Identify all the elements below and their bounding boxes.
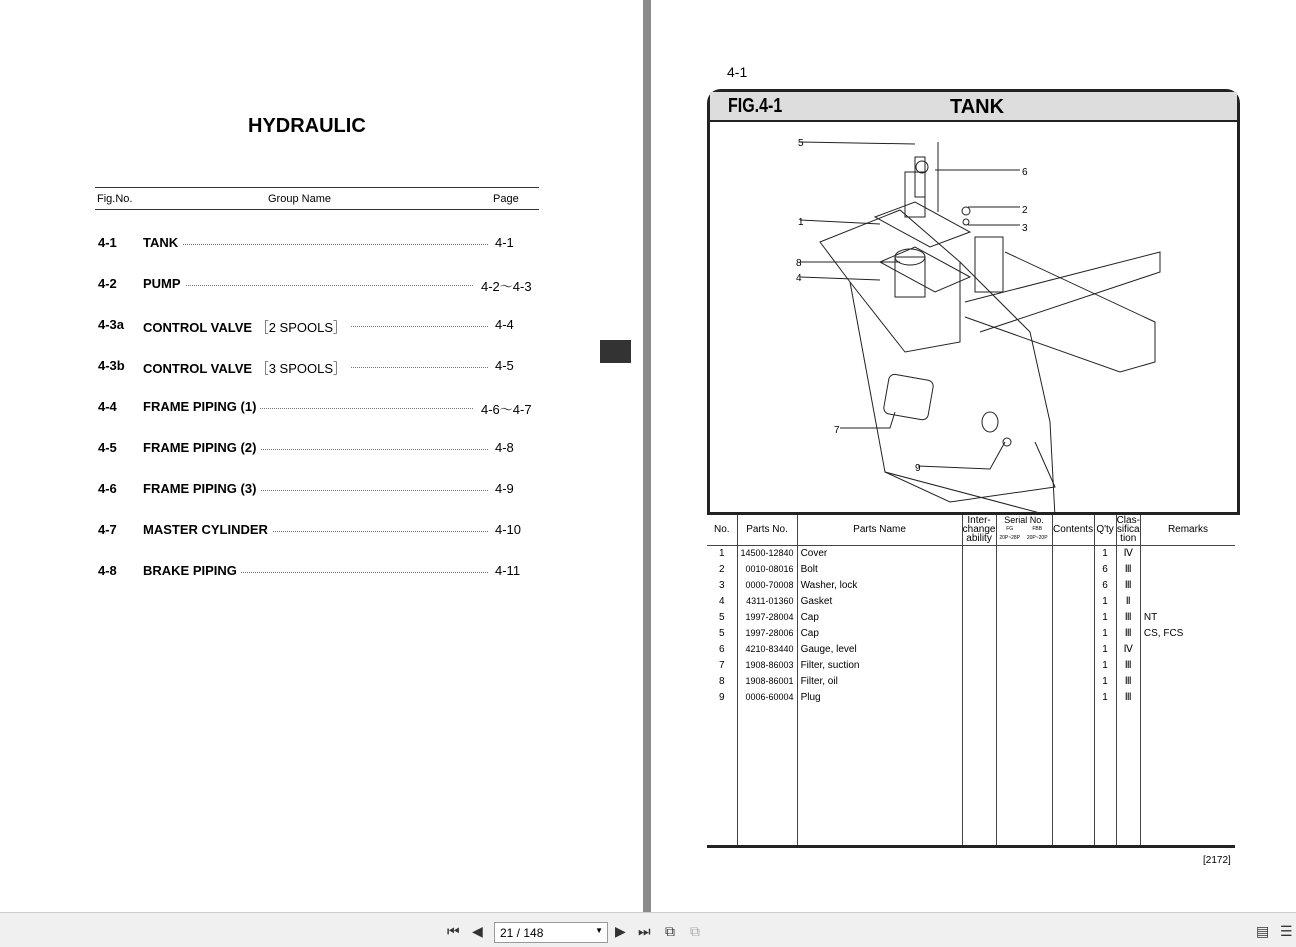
page-input-value: 21 / 148 [500, 926, 544, 940]
cell-parts-name: Plug [797, 689, 962, 705]
cell-no: 9 [718, 691, 725, 703]
col-contents: Contents [1052, 515, 1094, 545]
cell-no: 5 [718, 627, 725, 639]
left-page [0, 0, 643, 912]
forward-view-icon[interactable]: ⧉ [690, 923, 700, 939]
cell-classification: Ⅲ [1116, 625, 1140, 641]
toc-name-text: MASTER CYLINDER [143, 522, 268, 537]
cell-parts-no: 4210-83440 [737, 641, 797, 657]
toc-entry[interactable] [98, 235, 538, 251]
cell-no: 2 [718, 563, 725, 575]
toc-fig-no: 4-3b [98, 358, 125, 373]
callout-label: 7 [834, 425, 840, 436]
callout-label: 9 [915, 463, 921, 474]
toc-page: 4-2～4-3 [478, 276, 532, 295]
table-row [707, 609, 1235, 625]
toc-fig-no: 4-1 [98, 235, 117, 250]
toc-name [143, 481, 260, 496]
cell-parts-no: 1997-28006 [737, 625, 797, 641]
toc-name [143, 235, 182, 250]
toc-name-text: FRAME PIPING (2) [143, 440, 257, 455]
col-remarks: Remarks [1140, 515, 1235, 545]
toc-fig-no: 4-6 [98, 481, 117, 496]
cell-qty: 1 [1094, 625, 1116, 641]
col-serial-no [996, 515, 1052, 545]
cell-classification: Ⅱ [1116, 593, 1140, 609]
cell-parts-name: Cap [797, 609, 962, 625]
callout-label: 2 [1022, 205, 1028, 216]
cell-parts-name: Cap [797, 625, 962, 641]
toc-sub: ［2 SPOOLS］ [255, 320, 346, 335]
toc-name [143, 358, 350, 377]
toc-name-text: TANK [143, 235, 179, 250]
cell-qty: 1 [1094, 593, 1116, 609]
cell-parts-name: Washer, lock [797, 577, 962, 593]
cell-no: 4 [718, 595, 725, 607]
cell-no: 1 [718, 547, 725, 559]
cell-parts-no: 1908-86003 [737, 657, 797, 673]
toc-name-text: PUMP [143, 276, 181, 291]
cell-remarks [1140, 673, 1235, 689]
cell-parts-no: 0000-70008 [737, 577, 797, 593]
toc-sub: ［3 SPOOLS］ [255, 361, 346, 376]
table-row [707, 641, 1235, 657]
callout-label: 3 [1022, 223, 1028, 234]
cell-parts-no: 4311-01360 [737, 593, 797, 609]
cell-parts-name: Cover [797, 545, 962, 561]
col-classification: Clas-sifica tion [1116, 515, 1140, 545]
toc-page: 4-8 [492, 440, 514, 455]
document-code: [2172] [1203, 855, 1231, 866]
serial-label: Serial No. [1004, 515, 1044, 526]
cell-classification: Ⅲ [1116, 673, 1140, 689]
toc-name-text: BRAKE PIPING [143, 563, 237, 578]
cell-remarks [1140, 545, 1235, 561]
toc-page: 4-1 [492, 235, 514, 250]
group-name-header: Group Name [268, 193, 331, 205]
toc-name [143, 276, 185, 291]
tank-diagram [710, 122, 1237, 512]
table-row [707, 545, 1235, 561]
viewer-toolbar [0, 912, 1296, 947]
toc-name-text: FRAME PIPING (1) [143, 399, 257, 414]
cell-parts-no: 0006-60004 [737, 689, 797, 705]
toc-header [95, 187, 539, 210]
toc-name-text: CONTROL VALVE [143, 320, 253, 335]
table-row [707, 625, 1235, 641]
toc-name [143, 440, 260, 455]
table-row [707, 689, 1235, 705]
leader-dots [143, 244, 488, 245]
cell-classification: Ⅲ [1116, 657, 1140, 673]
cell-parts-name: Gasket [797, 593, 962, 609]
toc-fig-no: 4-5 [98, 440, 117, 455]
toc-name [143, 522, 272, 537]
col-parts-name: Parts Name [797, 515, 962, 545]
cell-remarks [1140, 689, 1235, 705]
continuous-view-icon[interactable]: ☰ [1280, 923, 1293, 939]
table-bottom-rule [707, 845, 1235, 848]
col-no: No. [707, 515, 737, 545]
toc-page: 4-9 [492, 481, 514, 496]
cell-no: 8 [718, 675, 725, 687]
first-page-button[interactable]: ⏮ [447, 923, 460, 939]
toc-entry[interactable] [98, 317, 538, 333]
toc-entry[interactable] [98, 358, 538, 374]
toc-name-text: CONTROL VALVE [143, 361, 253, 376]
cell-qty: 1 [1094, 689, 1116, 705]
cell-parts-name: Filter, oil [797, 673, 962, 689]
callout-label: 8 [796, 258, 802, 269]
toc-page: 4-5 [492, 358, 514, 373]
toc-name [143, 563, 241, 578]
cell-parts-name: Gauge, level [797, 641, 962, 657]
figure-number: FIG.4-1 [728, 95, 783, 117]
parts-table [707, 515, 1235, 845]
table-row [707, 673, 1235, 689]
table-row [707, 657, 1235, 673]
callout-label: 6 [1022, 167, 1028, 178]
toc-entry[interactable] [98, 399, 538, 415]
next-page-button[interactable]: ▶ [615, 923, 626, 939]
cell-remarks [1140, 577, 1235, 593]
toc-fig-no: 4-7 [98, 522, 117, 537]
cell-parts-no: 1908-86001 [737, 673, 797, 689]
leader-dots [143, 285, 473, 286]
cell-remarks [1140, 593, 1235, 609]
cell-parts-no: 0010-08016 [737, 561, 797, 577]
fig-no-header: Fig.No. [97, 193, 133, 205]
toc-name-text: FRAME PIPING (3) [143, 481, 257, 496]
toc-page: 4-11 [492, 563, 520, 578]
page-label: 4-1 [727, 64, 748, 80]
table-row [707, 577, 1235, 593]
table-row [707, 561, 1235, 577]
callout-label: 1 [798, 217, 804, 228]
page-tab-marker [600, 340, 631, 363]
page-number-input[interactable] [494, 922, 608, 943]
serial-a: FG 20P~28P [999, 526, 1021, 542]
toc-fig-no: 4-8 [98, 563, 117, 578]
single-page-view-icon[interactable]: ▤ [1256, 923, 1270, 939]
cell-remarks [1140, 657, 1235, 673]
cell-parts-name: Bolt [797, 561, 962, 577]
table-row [707, 593, 1235, 609]
section-title: HYDRAULIC [248, 115, 366, 137]
figure-title: TANK [950, 96, 1005, 118]
previous-page-button[interactable]: ◀ [472, 923, 483, 939]
cell-qty: 1 [1094, 609, 1116, 625]
figure-frame [707, 89, 1240, 515]
toc-entry[interactable] [98, 440, 538, 456]
toc-page: 4-6～4-7 [478, 399, 532, 418]
cell-classification: Ⅲ [1116, 561, 1140, 577]
cell-qty: 1 [1094, 673, 1116, 689]
toc-fig-no: 4-4 [98, 399, 117, 414]
serial-b: FBB 20P~20P [1026, 526, 1048, 542]
cell-no: 5 [718, 611, 725, 623]
last-page-button[interactable]: ⏭ [638, 923, 651, 939]
col-parts-no: Parts No. [737, 515, 797, 545]
toc-name [143, 399, 260, 414]
toc-entry[interactable] [98, 276, 538, 292]
toc-page: 4-10 [492, 522, 521, 537]
toc-entry[interactable] [98, 563, 538, 579]
col-qty: Q'ty [1094, 515, 1116, 545]
cell-remarks: CS, FCS [1140, 625, 1235, 641]
cell-classification: Ⅲ [1116, 689, 1140, 705]
cell-qty: 1 [1094, 657, 1116, 673]
toc-page: 4-4 [492, 317, 514, 332]
cell-no: 6 [718, 643, 725, 655]
cell-no: 7 [718, 659, 725, 671]
cell-parts-no: 14500-12840 [737, 545, 797, 561]
toc-name [143, 317, 350, 336]
cell-remarks: NT [1140, 609, 1235, 625]
toc-entry[interactable] [98, 481, 538, 497]
cell-classification: Ⅳ [1116, 641, 1140, 657]
callout-label: 5 [798, 138, 804, 149]
cell-remarks [1140, 641, 1235, 657]
cell-qty: 6 [1094, 561, 1116, 577]
cell-qty: 1 [1094, 545, 1116, 561]
toc-fig-no: 4-3a [98, 317, 125, 332]
cell-qty: 6 [1094, 577, 1116, 593]
toc-fig-no: 4-2 [98, 276, 117, 291]
cell-parts-name: Filter, suction [797, 657, 962, 673]
cell-qty: 1 [1094, 641, 1116, 657]
cell-classification: Ⅳ [1116, 545, 1140, 561]
cell-classification: Ⅲ [1116, 609, 1140, 625]
cell-classification: Ⅲ [1116, 577, 1140, 593]
col-interchangeability: Inter-change ability [962, 515, 996, 545]
callout-label: 4 [796, 273, 802, 284]
chevron-down-icon[interactable]: ▼ [595, 926, 603, 935]
toc-entry[interactable] [98, 522, 538, 538]
page-header: Page [493, 193, 519, 205]
cell-remarks [1140, 561, 1235, 577]
back-view-icon[interactable]: ⧉ [665, 923, 675, 939]
cell-no: 3 [718, 579, 725, 591]
cell-parts-no: 1997-28004 [737, 609, 797, 625]
